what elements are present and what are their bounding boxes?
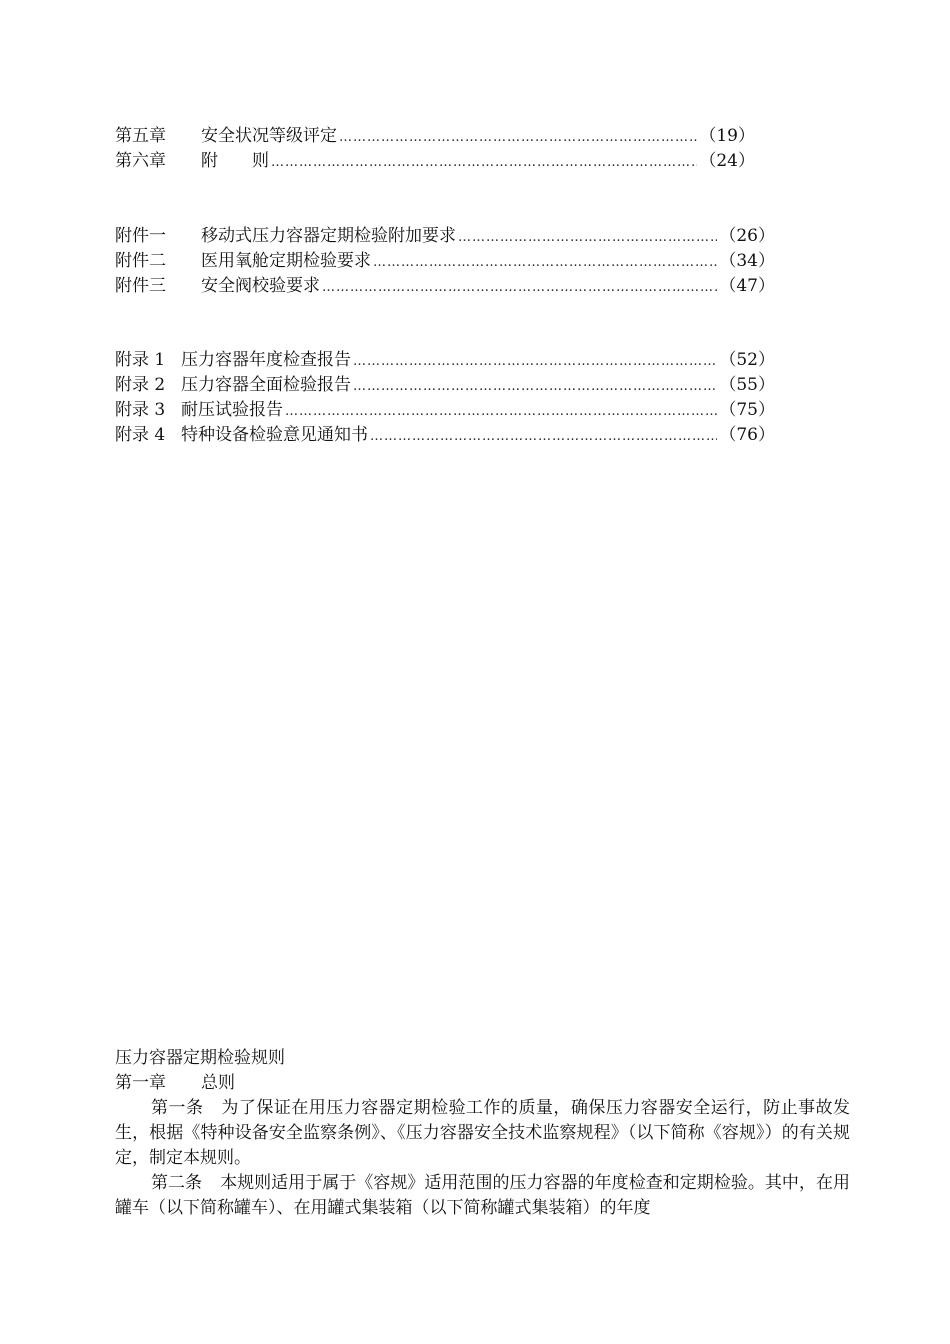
toc-entry-label: 附录 4 xyxy=(115,425,166,445)
toc-entry-title: 附 则 xyxy=(201,151,269,171)
toc-dot-leader xyxy=(370,423,717,449)
toc-entry-attachment-3[interactable] xyxy=(115,274,775,299)
toc-entry-label: 附录 1 xyxy=(115,350,166,370)
document-body xyxy=(115,1046,850,1221)
article-label: 第一条 xyxy=(151,1098,204,1118)
toc-dot-leader xyxy=(353,373,717,399)
toc-entry-page: （47） xyxy=(719,276,775,296)
toc-entry-appendix-2[interactable] xyxy=(115,373,775,398)
toc-entry-attachment-1[interactable] xyxy=(115,224,775,249)
toc-entry-page: （26） xyxy=(719,226,775,246)
toc-entry-page: （52） xyxy=(719,350,775,370)
toc-entry-label: 附录 3 xyxy=(115,400,166,420)
toc-dot-leader xyxy=(458,224,717,250)
toc-entry-title: 移动式压力容器定期检验附加要求 xyxy=(201,226,456,246)
toc-entry-title: 安全阀校验要求 xyxy=(201,276,320,296)
toc-entry-appendix-3[interactable] xyxy=(115,398,775,423)
toc-entry-page: （24） xyxy=(699,151,755,171)
toc-entry-label: 附件一 xyxy=(115,226,166,246)
chapter-heading xyxy=(115,1071,850,1096)
article-text: 本规则适用于属于《容规》适用范围的压力容器的年度检查和定期检验。其中，在用罐车（以下简称罐车）、在用罐式集装箱（以下简称罐式集装箱）的年度 xyxy=(115,1173,850,1218)
toc-entry-page: （19） xyxy=(699,126,755,146)
toc-entry-page: （76） xyxy=(719,425,775,445)
toc-entry-label: 附件三 xyxy=(115,276,166,296)
chapter-title: 总则 xyxy=(201,1073,235,1093)
article-label: 第二条 xyxy=(151,1173,203,1193)
toc-entry-label: 附件二 xyxy=(115,251,166,271)
toc-entry-label: 第六章 xyxy=(115,151,166,171)
toc-entry-chapter-6[interactable] xyxy=(115,149,775,174)
toc-entry-page: （75） xyxy=(719,400,775,420)
document-title: 压力容器定期检验规则 xyxy=(115,1048,285,1068)
toc-dot-leader xyxy=(285,398,717,424)
article-1 xyxy=(115,1096,850,1171)
toc-entry-page: （34） xyxy=(719,251,775,271)
toc-entry-appendix-1[interactable] xyxy=(115,348,775,373)
toc-entry-chapter-5[interactable] xyxy=(115,124,775,149)
toc-dot-leader xyxy=(339,124,697,150)
article-text: 为了保证在用压力容器定期检验工作的质量，确保压力容器安全运行，防止事故发生，根据《特种设备安全监察条例》、《压力容器安全技术监察规程》（以下简称《容规》）的有关规定，制定本规则。 xyxy=(115,1098,850,1168)
toc-entry-title: 特种设备检验意见通知书 xyxy=(181,425,368,445)
toc-dot-leader xyxy=(353,348,717,374)
chapter-label: 第一章 xyxy=(115,1073,166,1093)
toc-entry-title: 耐压试验报告 xyxy=(181,400,283,420)
toc-chapters-section xyxy=(115,124,775,174)
toc-entry-label: 附录 2 xyxy=(115,375,166,395)
toc-entry-appendix-4[interactable] xyxy=(115,423,775,448)
toc-entry-attachment-2[interactable] xyxy=(115,249,775,274)
toc-dot-leader xyxy=(322,274,717,300)
toc-dot-leader xyxy=(373,249,717,275)
toc-entry-title: 医用氧舱定期检验要求 xyxy=(201,251,371,271)
toc-entry-title: 压力容器全面检验报告 xyxy=(181,375,351,395)
toc-attachments-section xyxy=(115,224,775,299)
toc-entry-title: 安全状况等级评定 xyxy=(201,126,337,146)
toc-entry-page: （55） xyxy=(719,375,775,395)
toc-dot-leader xyxy=(271,149,697,175)
toc-appendices-section xyxy=(115,348,775,448)
toc-entry-label: 第五章 xyxy=(115,126,166,146)
article-2 xyxy=(115,1171,850,1221)
toc-entry-title: 压力容器年度检查报告 xyxy=(181,350,351,370)
